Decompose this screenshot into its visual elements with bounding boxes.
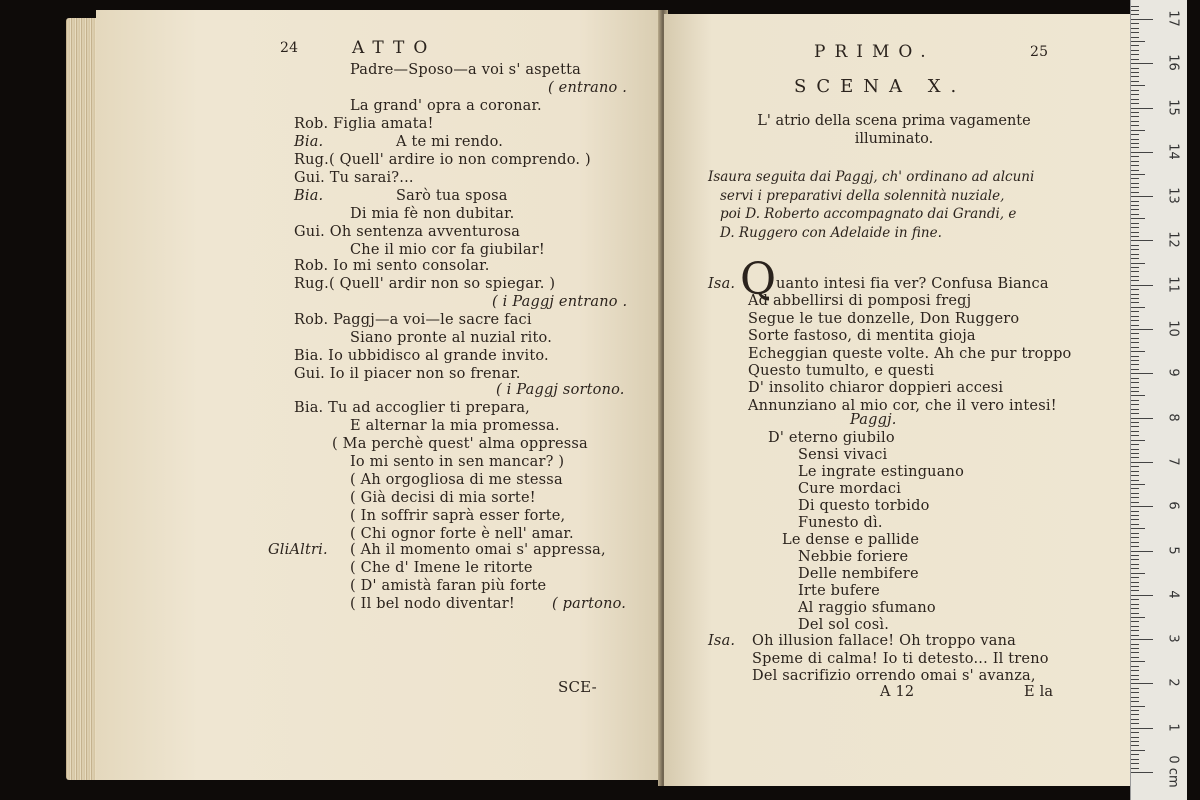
ruler-tick (1131, 320, 1139, 321)
verse-line: Sensi vivaci (798, 447, 888, 463)
ruler-tick (1131, 23, 1139, 24)
ruler-tick (1131, 661, 1145, 662)
ruler-tick (1131, 701, 1139, 702)
ruler-tick (1131, 130, 1145, 131)
ruler-number: 14 (1165, 143, 1181, 160)
ruler-number: 0 cm (1165, 755, 1181, 788)
ruler-tick (1131, 648, 1139, 649)
verse-line: Irte bufere (798, 583, 880, 599)
ruler-tick (1131, 14, 1139, 15)
ruler-tick (1131, 267, 1139, 268)
ruler-tick (1131, 183, 1139, 184)
verse-line: Nebbie foriere (798, 549, 909, 565)
right-running-head: PRIMO. (814, 42, 935, 62)
ruler-tick (1131, 644, 1139, 645)
ruler-tick (1131, 329, 1153, 330)
verse-line: Rob. Paggj—a voi—le sacre faci (294, 312, 532, 328)
verse-line: ( Ah orgogliosa di me stessa (350, 472, 563, 488)
ruler-tick (1131, 240, 1153, 241)
ruler-tick (1131, 333, 1139, 334)
ruler-tick (1131, 125, 1139, 126)
verse-line: Del sol così. (798, 617, 890, 633)
ruler-tick (1131, 302, 1139, 303)
ruler-number: 7 (1165, 457, 1181, 466)
ruler-number: 2 (1165, 678, 1181, 688)
ruler-tick (1131, 45, 1139, 46)
ruler-tick (1131, 85, 1145, 86)
ruler-tick (1131, 205, 1139, 206)
ruler-number: 4 (1165, 590, 1181, 599)
verse-line: ( Ma perchè quest' alma oppressa (332, 436, 588, 452)
ruler-tick (1131, 737, 1139, 738)
ruler-tick (1131, 418, 1153, 419)
ruler-tick (1131, 404, 1139, 405)
ruler-tick (1131, 214, 1139, 215)
ruler-tick (1131, 59, 1139, 60)
ruler-tick (1131, 431, 1139, 432)
verse-line: Di mia fè non dubitar. (350, 206, 515, 222)
verse-line: Del sacrifizio orrendo omai s' avanza, (752, 668, 1036, 684)
verse-line: Sorte fastoso, di mentita gioja (748, 328, 976, 345)
ruler-tick (1131, 732, 1139, 733)
direction-line: servi i preparativi della solennità nuziale, (720, 187, 1005, 204)
ruler-tick (1131, 196, 1153, 197)
ruler-tick (1131, 542, 1139, 543)
ruler-tick (1131, 387, 1139, 388)
ruler-tick (1131, 559, 1139, 560)
ruler-tick (1131, 369, 1139, 370)
verse-line: Bia. Io ubbidisco al grande invito. (294, 348, 549, 364)
ruler-tick (1131, 599, 1139, 600)
ruler-tick (1131, 462, 1153, 463)
ruler-tick (1131, 232, 1139, 233)
ruler-tick (1131, 568, 1139, 569)
ruler-tick (1131, 289, 1139, 290)
ruler-tick (1131, 112, 1139, 113)
ruler-tick (1131, 621, 1139, 622)
verse-line: Ad abbellirsi di pomposi fregj (748, 293, 972, 310)
page-edge (66, 18, 100, 780)
verse-line: Rob. Io mi sento consolar. (294, 258, 490, 274)
verse-line: Funesto dì. (798, 515, 883, 531)
ruler-tick (1131, 493, 1139, 494)
ruler-tick (1131, 714, 1139, 715)
verse-line: Rug.( Quell' ardire io non comprendo. ) (294, 152, 591, 168)
ruler-tick (1131, 457, 1139, 458)
ruler-tick (1131, 325, 1139, 326)
ruler-tick (1131, 524, 1139, 525)
verse-line: Segue le tue donzelle, Don Ruggero (748, 310, 1020, 327)
verse-line: Gui. Tu sarai?... (294, 170, 414, 186)
verse-line: ( Già decisi di mia sorte! (350, 490, 536, 506)
ruler-tick (1131, 471, 1139, 472)
verse-line: GliAltri. (268, 542, 328, 558)
ruler-tick (1131, 121, 1139, 122)
verse-line: Rug.( Quell' ardir non so spiegar. ) (294, 276, 556, 292)
verse-line: Annunziano al mio cor, che il vero intesi! (748, 397, 1057, 414)
left-running-head: ATTO (352, 38, 437, 58)
ruler-tick (1131, 192, 1139, 193)
ruler-tick (1131, 679, 1139, 680)
verse-line: ( entrano . (548, 80, 628, 96)
ruler-tick (1131, 697, 1139, 698)
ruler-tick (1131, 444, 1139, 445)
ruler-tick (1131, 626, 1139, 627)
scene-title: SCENA X. (794, 76, 967, 97)
ruler-tick (1131, 502, 1139, 503)
ruler-tick (1131, 657, 1139, 658)
verse-line: ( Il bel nodo diventar! (350, 596, 515, 612)
ruler-tick (1131, 519, 1139, 520)
verse-line: Delle nembifere (798, 566, 919, 582)
measurement-ruler (1130, 0, 1187, 800)
verse-line: Sarò tua sposa (396, 188, 508, 204)
right-page (664, 14, 1144, 786)
verse-line: E alternar la mia promessa. (350, 418, 560, 434)
ruler-tick (1131, 506, 1153, 507)
ruler-number: 10 (1165, 320, 1181, 337)
ruler-tick (1131, 435, 1139, 436)
verse-line: Gui. Oh sentenza avventurosa (294, 224, 521, 240)
ruler-tick (1131, 342, 1139, 343)
ruler-tick (1131, 373, 1153, 374)
ruler-tick (1131, 364, 1139, 365)
ruler-tick (1131, 338, 1139, 339)
verse-line: A te mi rendo. (396, 134, 504, 150)
ruler-tick (1131, 768, 1139, 769)
ruler-tick (1131, 475, 1139, 476)
open-book (66, 10, 1126, 788)
ruler-tick (1131, 551, 1153, 552)
ruler-number: 9 (1165, 368, 1181, 377)
ruler-tick (1131, 590, 1139, 591)
ruler-tick (1131, 706, 1145, 707)
verse-line: Al raggio sfumano (798, 600, 936, 616)
verse-line: ( Ah il momento omai s' appressa, (350, 542, 606, 558)
speaker-paggj: Paggj. (850, 412, 897, 428)
ruler-tick (1131, 440, 1145, 441)
ruler-tick (1131, 395, 1145, 396)
ruler-tick (1131, 630, 1139, 631)
ruler-tick (1131, 347, 1139, 348)
ruler-tick (1131, 223, 1139, 224)
verse-line: Bia. (294, 134, 324, 150)
verse-line: ( D' amistà faran più forte (350, 578, 547, 594)
ruler-tick (1131, 54, 1139, 55)
ruler-tick (1131, 666, 1139, 667)
ruler-tick (1131, 604, 1139, 605)
ruler-tick (1131, 209, 1139, 210)
ruler-tick (1131, 298, 1139, 299)
ruler-tick (1131, 143, 1139, 144)
verse-line: ( i Paggj entrano . (492, 294, 628, 310)
ruler-tick (1131, 480, 1139, 481)
ruler-tick (1131, 258, 1139, 259)
ruler-tick (1131, 32, 1139, 33)
ruler-tick (1131, 81, 1139, 82)
ruler-tick (1131, 263, 1145, 264)
ruler-tick (1131, 19, 1153, 20)
ruler-tick (1131, 613, 1139, 614)
ruler-tick (1131, 683, 1153, 684)
ruler-tick (1131, 497, 1139, 498)
verse-line: Bia. Tu ad accoglier ti prepara, (294, 400, 530, 416)
ruler-tick (1131, 582, 1139, 583)
verse-line: D' insolito chiaror doppieri accesi (748, 380, 1004, 397)
ruler-tick (1131, 555, 1139, 556)
verse-line: Bia. (294, 188, 324, 204)
ruler-number: 16 (1165, 54, 1181, 71)
ruler-tick (1131, 156, 1139, 157)
ruler-tick (1131, 72, 1139, 73)
drop-cap: Q (740, 254, 777, 305)
ruler-tick (1131, 351, 1145, 352)
ruler-number: 15 (1165, 98, 1181, 116)
ruler-tick (1131, 10, 1139, 11)
left-page (96, 10, 664, 780)
verse-line: Le dense e pallide (782, 532, 920, 548)
ruler-tick (1131, 218, 1145, 219)
verse-line: Rob. Figlia amata! (294, 116, 434, 132)
scene-setting (664, 112, 1124, 148)
speaker-isaura: Isa. (708, 276, 736, 292)
stage-direction (708, 168, 1034, 242)
ruler-tick (1131, 617, 1145, 618)
ruler-tick (1131, 63, 1153, 64)
ruler-number: 13 (1165, 187, 1181, 204)
ruler-tick (1131, 94, 1139, 95)
ruler-tick (1131, 577, 1139, 578)
ruler-tick (1131, 174, 1145, 175)
verse-line: Padre—Sposo—a voi s' aspetta (350, 62, 581, 78)
ruler-tick (1131, 276, 1139, 277)
ruler-tick (1131, 745, 1139, 746)
ruler-tick (1131, 254, 1139, 255)
verse-line: ( In soffrir saprà esser forte, (350, 508, 566, 524)
ruler-tick (1131, 670, 1139, 671)
ruler-tick (1131, 564, 1139, 565)
ruler-tick (1131, 422, 1139, 423)
ruler-tick (1131, 759, 1139, 760)
ruler-tick (1131, 178, 1139, 179)
ruler-tick (1131, 307, 1145, 308)
ruler-tick (1131, 50, 1139, 51)
ruler-tick (1131, 382, 1139, 383)
verse-line: La grand' opra a coronar. (350, 98, 542, 114)
setting-line: L' atrio della scena prima vagamente (757, 113, 1031, 129)
verse-line: ( i Paggj sortono. (496, 382, 625, 398)
ruler-tick (1131, 635, 1139, 636)
ruler-tick (1131, 90, 1139, 91)
verse-line: ( Chi ognor forte è nell' amar. (350, 526, 574, 542)
ruler-tick (1131, 511, 1139, 512)
ruler-tick (1131, 28, 1139, 29)
ruler-tick (1131, 76, 1139, 77)
ruler-tick (1131, 763, 1139, 764)
right-page-number: 25 (1030, 44, 1049, 60)
ruler-number: 8 (1165, 412, 1181, 422)
ruler-tick (1131, 586, 1139, 587)
ruler-tick (1131, 675, 1139, 676)
ruler-tick (1131, 528, 1145, 529)
right-catchword: E la (1024, 684, 1054, 700)
verse-line: ( partono. (552, 596, 627, 612)
ruler-tick (1131, 546, 1139, 547)
ruler-tick (1131, 378, 1139, 379)
ruler-tick (1131, 245, 1139, 246)
ruler-tick (1131, 249, 1139, 250)
ruler-tick (1131, 652, 1139, 653)
ruler-tick (1131, 356, 1139, 357)
verse-line: Io mi sento in sen mancar? ) (350, 454, 565, 470)
ruler-number: 17 (1165, 10, 1181, 27)
verse-line: D' eterno giubilo (768, 430, 895, 446)
verse-line: Di questo torbido (798, 498, 930, 514)
ruler-tick (1131, 236, 1139, 237)
ruler-tick (1131, 537, 1139, 538)
ruler-tick (1131, 754, 1139, 755)
verse-line: uanto intesi fia ver? Confusa Bianca (776, 276, 1049, 292)
ruler-tick (1131, 161, 1139, 162)
ruler-tick (1131, 449, 1139, 450)
ruler-tick (1131, 391, 1139, 392)
ruler-tick (1131, 741, 1139, 742)
ruler-tick (1131, 311, 1139, 312)
ruler-tick (1131, 692, 1139, 693)
ruler-tick (1131, 37, 1139, 38)
ruler-tick (1131, 360, 1139, 361)
verse-line: Le ingrate estinguano (798, 464, 965, 480)
ruler-tick (1131, 103, 1139, 104)
verse-line: Speme di calma! Io ti detesto... Il treno (752, 650, 1049, 667)
ruler-tick (1131, 316, 1139, 317)
ruler-tick (1131, 134, 1139, 135)
ruler-tick (1131, 772, 1153, 773)
ruler-tick (1131, 688, 1139, 689)
ruler-tick (1131, 139, 1139, 140)
ruler-tick (1131, 271, 1139, 272)
ruler-tick (1131, 108, 1153, 109)
ruler-number: 1 (1165, 723, 1181, 732)
ruler-tick (1131, 608, 1139, 609)
ruler-tick (1131, 170, 1139, 171)
speaker-isaura-2: Isa. (708, 633, 736, 649)
verse-line: Echeggian queste volte. Ah che pur troppo (748, 345, 1072, 362)
ruler-tick (1131, 201, 1139, 202)
ruler-tick (1131, 165, 1139, 166)
ruler-tick (1131, 227, 1139, 228)
ruler-tick (1131, 41, 1145, 42)
ruler-tick (1131, 147, 1139, 148)
verse-line: Questo tumulto, e questi (748, 363, 935, 379)
ruler-tick (1131, 152, 1153, 153)
ruler-tick (1131, 400, 1139, 401)
verse-line: Oh illusion fallace! Oh troppo vana (752, 633, 1016, 649)
ruler-tick (1131, 68, 1139, 69)
ruler-tick (1131, 466, 1139, 467)
ruler-tick (1131, 710, 1139, 711)
verse-line: Che il mio cor fa giubilar! (350, 242, 545, 258)
ruler-tick (1131, 573, 1145, 574)
ruler-number: 12 (1165, 231, 1181, 249)
setting-line: illuminato. (854, 131, 934, 147)
ruler-tick (1131, 409, 1139, 410)
verse-line: Gui. Io il piacer non so frenar. (294, 366, 521, 382)
verse-line: Siano pronte al nuzial rito. (350, 330, 553, 346)
left-catchword: SCE- (558, 678, 597, 696)
ruler-tick (1131, 294, 1139, 295)
ruler-tick (1131, 595, 1153, 596)
left-page-number: 24 (280, 40, 299, 56)
verse-line: Cure mordaci (798, 481, 902, 497)
direction-line: Isaura seguita dai Paggj, ch' ordinano ad alcuni (708, 169, 1035, 185)
ruler-tick (1131, 750, 1145, 751)
ruler-number: 5 (1165, 545, 1181, 555)
direction-line: poi D. Roberto accompagnato dai Grandi, e (720, 206, 1017, 222)
ruler-tick (1131, 280, 1139, 281)
ruler-tick (1131, 187, 1139, 188)
ruler-number: 11 (1165, 275, 1181, 293)
ruler-tick (1131, 728, 1153, 729)
ruler-tick (1131, 413, 1139, 414)
ruler-tick (1131, 515, 1139, 516)
ruler-tick (1131, 719, 1139, 720)
direction-line: D. Ruggero con Adelaide in fine. (720, 224, 942, 241)
ruler-tick (1131, 488, 1139, 489)
ruler-tick (1131, 426, 1139, 427)
ruler-tick (1131, 99, 1139, 100)
ruler-tick (1131, 723, 1139, 724)
ruler-number: 3 (1165, 634, 1181, 643)
ruler-number: 6 (1165, 501, 1181, 510)
verse-line: ( Che d' Imene le ritorte (350, 560, 533, 576)
ruler-tick (1131, 484, 1145, 485)
ruler-tick (1131, 453, 1139, 454)
ruler-tick (1131, 6, 1139, 7)
ruler-tick (1131, 285, 1153, 286)
signature-mark: A 12 (880, 684, 915, 700)
ruler-tick (1131, 116, 1139, 117)
ruler-tick (1131, 533, 1139, 534)
ruler-tick (1131, 639, 1153, 640)
